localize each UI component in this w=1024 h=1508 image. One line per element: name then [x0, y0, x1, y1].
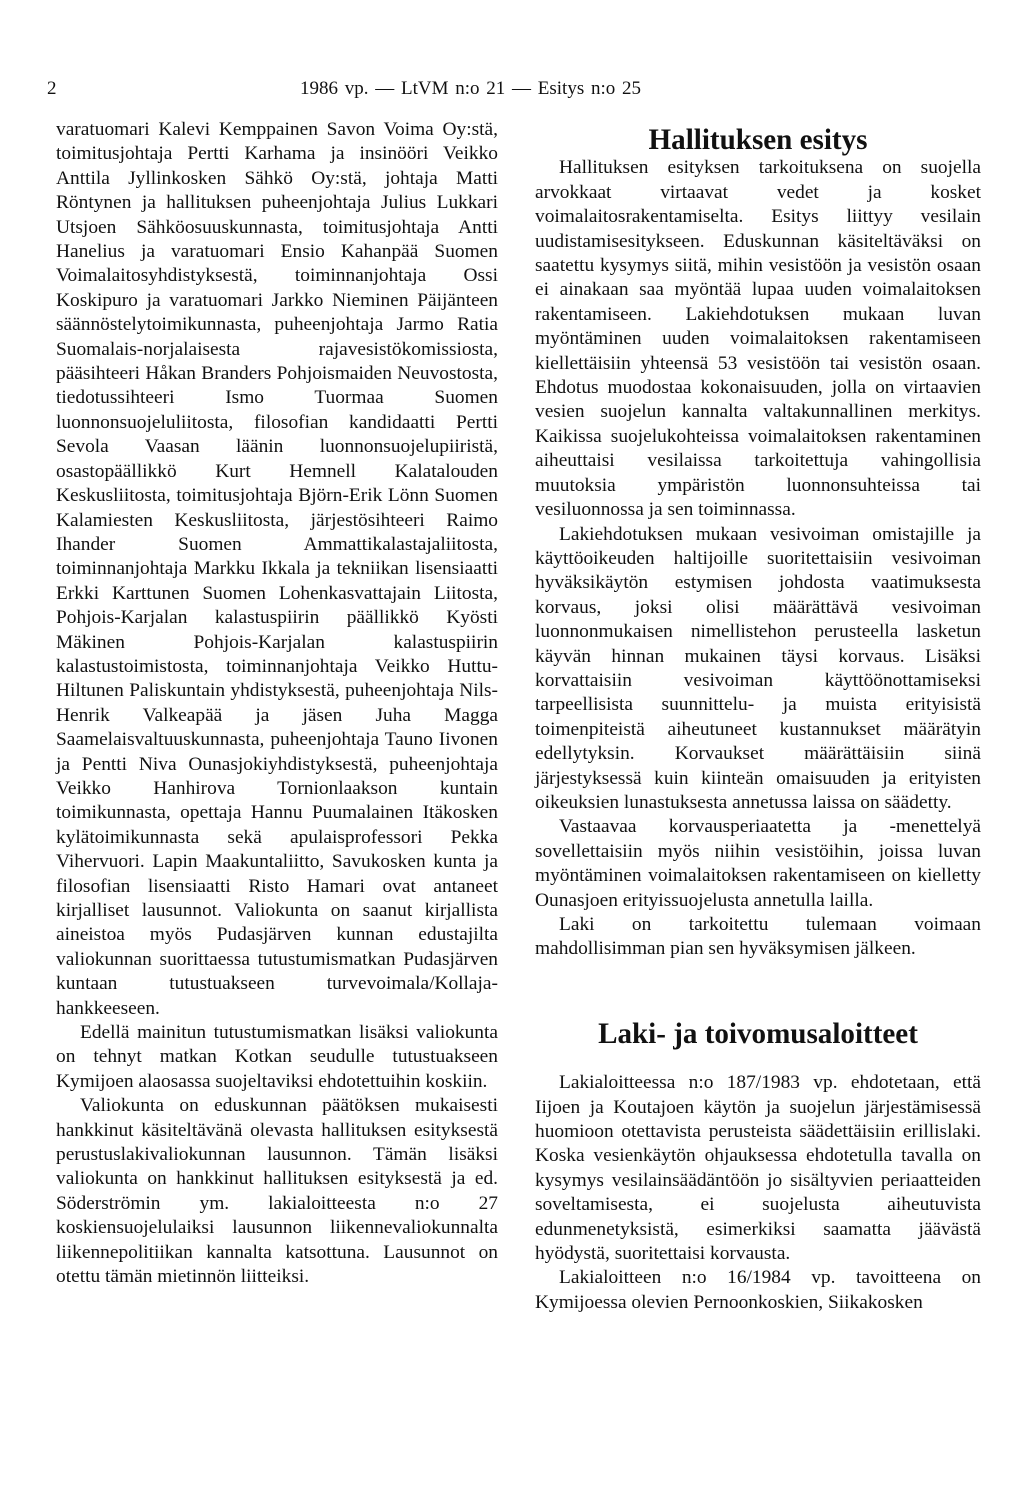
body-paragraph: Lakialoitteessa n:o 187/1983 vp. ehdotetaan, että Iijoen ja Koutajoen käytön ja suojelun järjestämisessä huomioon otettavista perusteista säädettäisiin erillislaki. Koska vesienkäytön ohjauksessa ehdotetulla tavalla on kysymys vesilainsäädäntöön jo sisältyvien periaatteiden soveltamisesta, ei suojelusta aiheutuvista edunmenetyksistä, esimerkiksi saamatta jäävästä hyödystä, suoritettaisi korvausta.	[535, 1072, 981, 1265]
body-paragraph: Lakialoitteen n:o 16/1984 vp. tavoitteena on Kymijoessa olevien Pernoonkoskien, Siikakosken	[535, 1267, 981, 1313]
page-number: 2	[47, 78, 57, 99]
body-paragraph: Lakiehdotuksen mukaan vesivoiman omistajille ja käyttöoikeuden haltijoille suoritettaisiin vesivoiman hyväksikäytön estymisen johdosta vaatimuksesta korvaus, joksi olisi määrättävä vesivoiman luonnonmukaisen nimellistehon perusteella lasketun käyvän hinnan mukainen täysi korvaus. Lisäksi korvattaisiin vesivoiman käyttöönottamiseksi tarpeellisista suunnittelu- ja muista erityisistä toimenpiteistä aiheutuneet kustannukset määrätyin edellytyksin. Korvaukset määrättäisiin siinä järjestyksessä kuin kiinteän omaisuuden ja erityisten oikeuksien lunastuksesta annetussa laissa on säädetty.	[535, 523, 981, 813]
body-paragraph: Valiokunta on eduskunnan päätöksen mukaisesti hankkinut käsiteltävänä olevasta hallituksen esityksestä perustuslakivaliokunnan lausunnon. Tämän lisäksi valiokunta on hankkinut hallituksen esityksestä ja ed. Söderströmin ym. lakialoitteesta n:o 27 koskiensuojelulaiksi lausunnon liikennevaliokunnalta liikennepolitiikan kannalta katsottuna. Lausunnot on otettu tämän mietinnön liitteiksi.	[56, 1095, 498, 1288]
right-column	[535, 118, 981, 1315]
body-paragraph: varatuomari Kalevi Kemppainen Savon Voima Oy:stä, toimitusjohtaja Pertti Karhama ja insinööri Veikko Anttila Jyllinkosken Sähkö Oy:stä, johtaja Matti Röntynen ja hallituksen puheenjohtaja Julius Lukkari Utsjoen Sähköosuuskunnasta, toimitusjohtaja Antti Hanelius ja varatuomari Ensio Kahanpää Suomen Voimalaitosyhdistyksestä, toiminnanjohtaja Ossi Koskipuro ja varatuomari Jarkko Nieminen Päijänteen säännöstelytoimikunnasta, puheenjohtaja Jarmo Ratia Suomalais-norjalaisesta rajavesistökomissiosta, pääsihteeri Håkan Branders Pohjoismaiden Neuvostosta, tiedotussihteeri Ismo Tuormaa Suomen luonnonsuojeluliitosta, filosofian kandidaatti Pertti Sevola Vaasan läänin luonnonsuojelupiiristä, osastopäällikkö Kurt Hemnell Kalatalouden Keskusliitosta, toimitusjohtaja Björn-Erik Lönn Suomen Kalamiesten Keskusliitosta, järjestösihteeri Raimo Ihander Suomen Ammattikalastajaliitosta, toiminnanjohtaja Markku Ikkala ja tekniikan lisensiaatti Erkki Karttunen Suomen Lohenkasvattajain Liitosta, Pohjois-Karjalan kalastuspiirin päällikkö Kyösti Mäkinen Pohjois-Karjalan kalastuspiirin kalastustoimistosta, toiminnanjohtaja Veikko Huttu-Hiltunen Paliskuntain yhdistyksestä, puheenjohtaja Nils-Henrik Valkeapää ja jäsen Juha Magga Saamelaisvaltuuskunnasta, puheenjohtaja Tauno Iivonen ja Pentti Niva Ounasjokiyhdistyksestä, puheenjohtaja Veikko Hanhirova Tornionlaakson kuntain toimikunnasta, opettaja Hannu Puumalainen Itäkosken kylätoimikunnasta sekä apulaisprofessori Pekka Vihervuori. Lapin Maakuntaliitto, Savukosken kunta ja filosofian lisensiaatti Risto Hamari ovat antaneet kirjalliset lausunnot. Valiokunta on saanut kirjallista aineistoa myös Pudasjärven kunnan edustajilta valiokunnan suorittaessa tutustumismatkan Pudasjärven kuntaan tutustuakseen turvevoimala/Kollaja-hankkeeseen.	[56, 119, 498, 1019]
body-paragraph: Edellä mainitun tutustumismatkan lisäksi valiokunta on tehnyt matkan Kotkan seudulle tutustuakseen Kymijoen alaosassa suojeltaviksi ehdotettuihin koskiin.	[56, 1022, 498, 1092]
body-paragraph: Vastaavaa korvausperiaatetta ja -menettelyä sovellettaisiin myös niihin vesistöihin, joissa luvan myöntäminen voimalaitoksen rakentamiseen on kielletty Ounasjoen erityissuojelusta annetulla lailla.	[535, 816, 981, 911]
section-heading-government-proposal: Hallituksen esitys	[648, 124, 868, 156]
body-paragraph: Hallituksen esityksen tarkoituksena on suojella arvokkaat virtaavat vedet ja kosket voimalaitosrakentamiselta. Esitys liittyy vesilain uudistamisesitykseen. Eduskunnan käsiteltäväksi on saatettu kysymys siitä, mihin vesistöön ja vesistön osaan ei ainakaan saa myöntää lupaa uuden voimalaitoksen rakentamiseen. Lakiehdotuksen mukaan luvan myöntäminen uuden voimalaitoksen rakentamiseen kiellettäisiin yhteensä 53 vesistöön tai vesistön osaan. Ehdotus muodostaa kokonaisuuden, jolla on virtaavien vesien suojelun kannalta valtakunnallinen merkitys. Kaikissa suojelukohteissa voimalaitoksen rakentaminen aiheuttaisi vesilaissa tarkoitettuja vahingollisia muutoksia ympäristön luonnonsuhteissa tai vesiluonnossa ja sen toiminnassa.	[535, 157, 981, 521]
section-heading-initiatives: Laki- ja toivomusaloitteet	[598, 1017, 918, 1050]
running-title: 1986 vp. — LtVM n:o 21 — Esitys n:o 25	[300, 78, 642, 99]
left-column	[56, 118, 498, 1290]
page-header	[47, 76, 977, 102]
body-paragraph: Laki on tarkoitettu tulemaan voimaan mahdollisimman pian sen hyväksymisen jälkeen.	[535, 914, 981, 960]
